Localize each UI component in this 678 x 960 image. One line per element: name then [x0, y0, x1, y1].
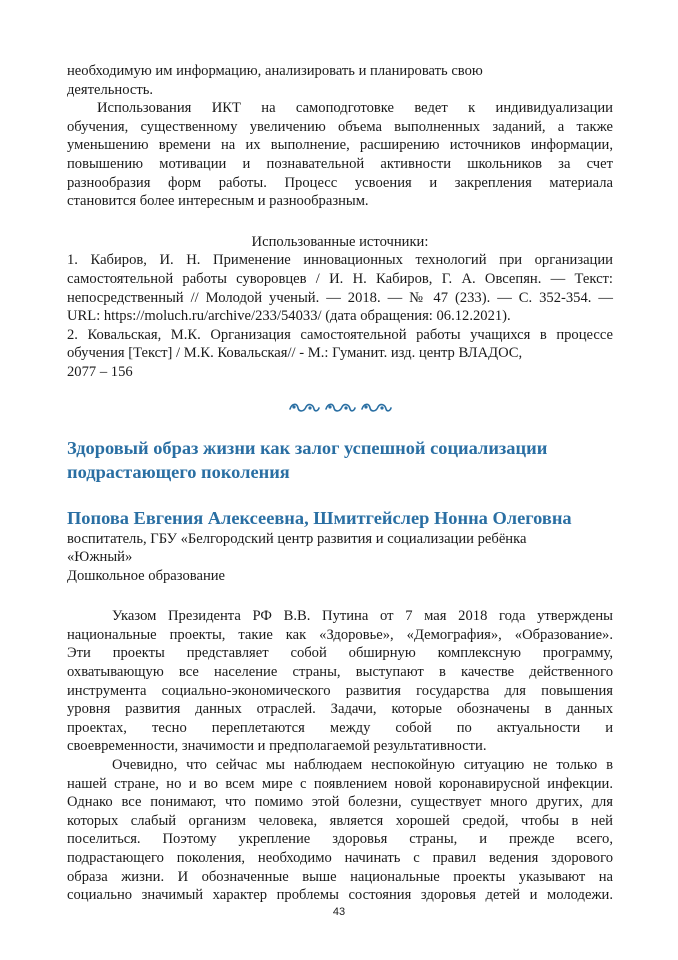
article-authors: Попова Евгения Алексеевна, Шмитгейслер Нонна Олеговна: [67, 507, 572, 528]
text-line: Использования ИКТ на самоподготовке ведет к индивидуализации: [97, 100, 613, 117]
text-line: образа жизни. И обозначенные выше национальные проекты указывают на: [67, 868, 613, 885]
article-paragraph-2: [67, 756, 613, 905]
reference-line: 2. Ковальская, М.К. Организация самостоятельной работы учащихся в процессе: [67, 326, 613, 343]
text-line: деятельность.: [67, 81, 154, 98]
text-line: обучения, существенному увеличению объема выполненных заданий, а также: [67, 118, 613, 135]
text-line: повышению мотивации и познавательной активности школьников за счет: [67, 155, 613, 172]
top-paragraph: [67, 62, 613, 99]
author-affiliation: [67, 530, 613, 586]
affiliation-line: «Южный»: [67, 549, 133, 566]
text-line: уменьшению времени на их выполнение, расширению источников информации,: [67, 137, 613, 154]
reference-line: URL: https://moluch.ru/archive/233/54033/ (дата обращения: 06.12.2021).: [67, 308, 511, 325]
text-line: инструмента социально-экономического развития государства для повышения: [67, 682, 613, 699]
reference-line: 1. Кабиров, И. Н. Применение инновационных технологий при организации: [67, 252, 613, 269]
article-section: Дошкольное образование: [67, 567, 226, 584]
text-line: Эти проекты представляет собой обширную комплексную программу,: [67, 645, 613, 662]
text-line: разнообразия форм работы. Процесс усвоения и закрепления материала: [67, 174, 613, 191]
affiliation-line: воспитатель, ГБУ «Белгородский центр развития и социализации ребёнка: [67, 530, 527, 547]
page-body: [67, 62, 613, 905]
text-line: своевременности, значимости и предполагаемой результативности.: [67, 738, 487, 755]
text-line: поселиться. Поэтому укрепление здоровья страны, и прежде всего,: [67, 831, 613, 848]
text-line: уровня развития данных отраслей. Задачи, которые обозначены в данных: [67, 701, 613, 718]
reference-line: обучения [Текст] / М.К. Ковальская// - М.: Гуманит. изд. центр ВЛАДОС,: [67, 345, 523, 362]
text-line: которых слабый организм человека, является хорошей средой, чтобы в ней: [67, 812, 613, 829]
text-line: Очевидно, что сейчас мы наблюдаем неспокойную ситуацию не только в: [112, 757, 613, 774]
title-line: Здоровый образ жизни как залог успешной социализации: [67, 437, 548, 458]
page-number: 43: [332, 906, 346, 918]
reference-line: 2077 – 156: [67, 363, 133, 380]
text-line: подрастающего поколения, необходимо начинать с правил ведения здорового: [67, 850, 613, 866]
text-line: национальные проекты, такие как «Здоровье», «Демография», «Образование».: [67, 626, 613, 643]
text-line: нашей стране, но и во всем мире с появлением новой коронавирусной инфекции.: [67, 775, 613, 792]
text-line: становится более интересным и разнообразным.: [67, 193, 369, 210]
flourish-ornament-icon: [67, 399, 613, 417]
reference-line: самостоятельной работы суворовцев / И. Н. Кабиров, Г. А. Овсепян. — Текст:: [67, 270, 613, 287]
text-line: охватывающую все население страны, выступают в качестве действенного: [67, 664, 613, 681]
text-line: проектах, тесно переплетаются между собой по актуальности и: [67, 719, 613, 736]
title-line: подрастающего поколения: [67, 461, 290, 482]
references-title: Использованные источники:: [251, 233, 429, 250]
text-line: необходимую им информацию, анализировать и планировать свою: [67, 63, 483, 79]
article-title: [67, 436, 613, 484]
text-line: Указом Президента РФ В.В. Путина от 7 мая 2018 года утверждены: [112, 608, 613, 625]
ict-paragraph: [67, 99, 613, 211]
text-line: социально значимый характер проблемы состояния здоровья детей и молодежи.: [67, 887, 613, 904]
text-line: Однако все понимают, что помимо этой болезни, существует много других, для: [67, 794, 613, 811]
references-list: [67, 251, 613, 381]
ornament-svg: [288, 401, 392, 415]
article-paragraph-1: [67, 607, 613, 756]
reference-line: непосредственный // Молодой ученый. — 2018. — № 47 (233). — С. 352-354. —: [67, 289, 613, 306]
